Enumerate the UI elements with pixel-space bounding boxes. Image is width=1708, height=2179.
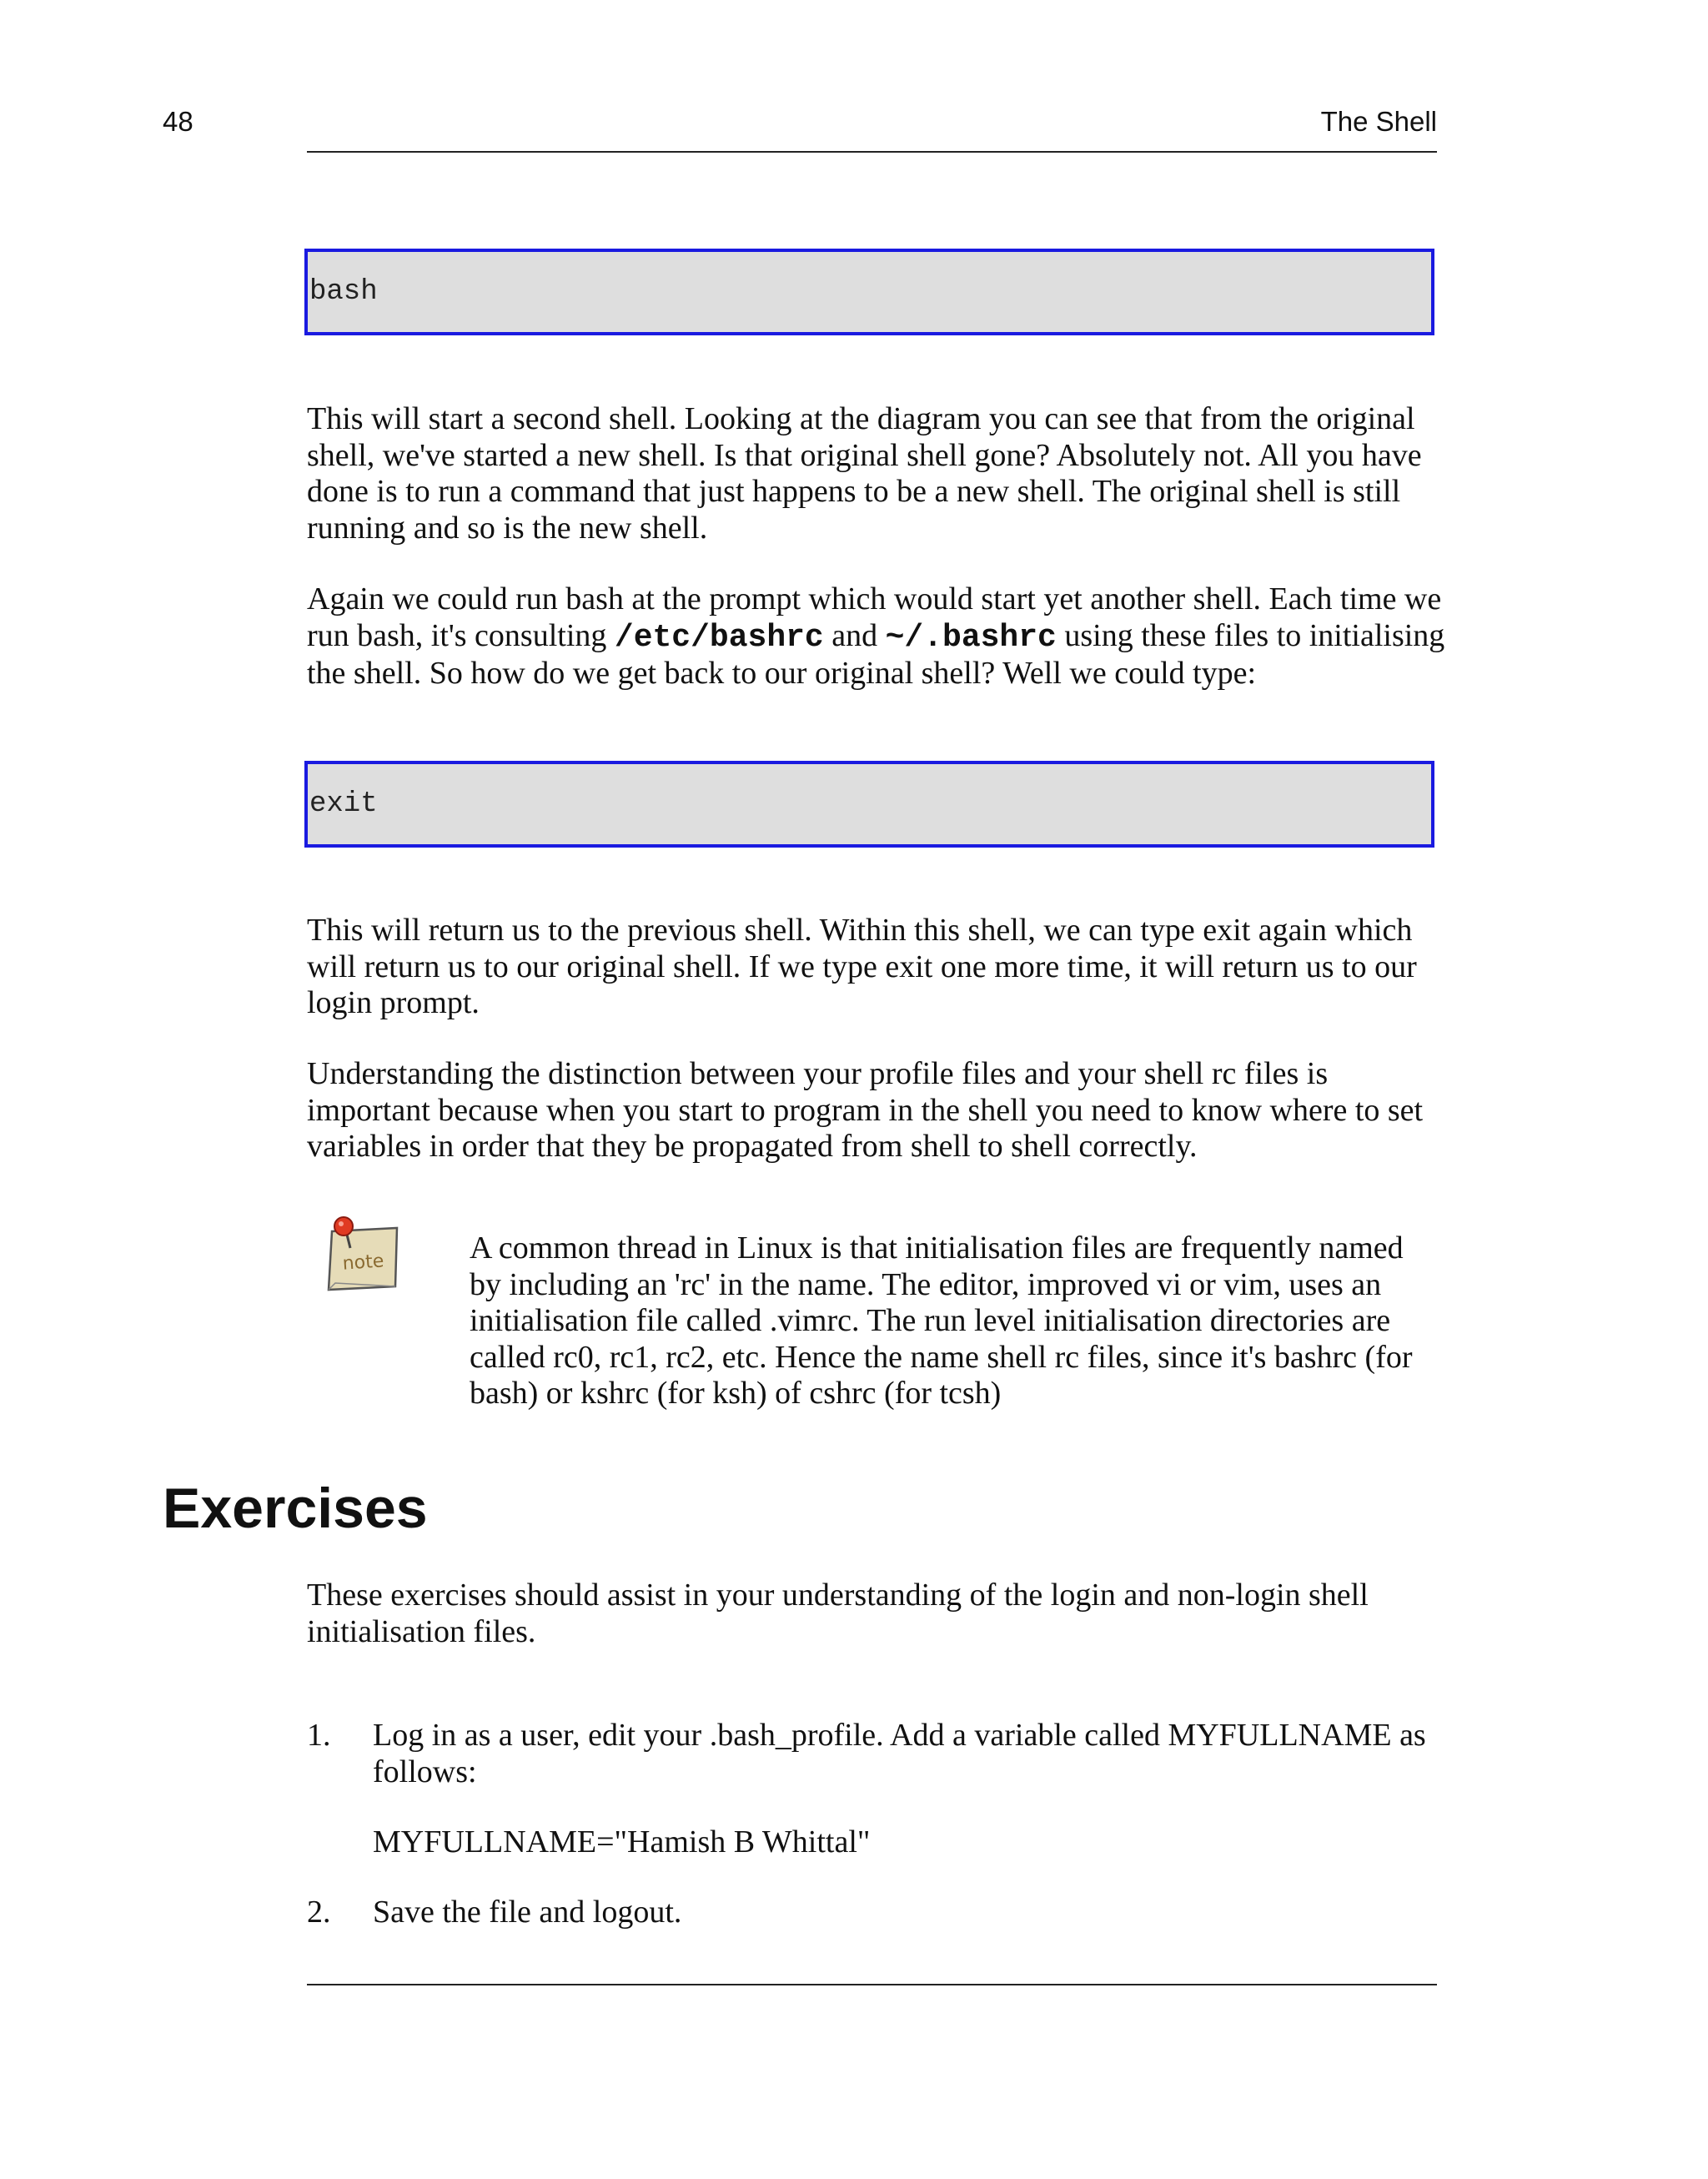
- svg-text:note: note: [341, 1251, 385, 1275]
- page-number: 48: [163, 106, 193, 137]
- list-item-number: 1.: [307, 1718, 331, 1753]
- code-block-exit: [304, 761, 1434, 848]
- footer-rule: [307, 1984, 1437, 1985]
- note-text: A common thread in Linux is that initialisation files are frequently named by including an 'rc' in the name. The editor, improved vi or vim, uses an initialisation file called .vimrc. The run level initialisation directories are called rc0, rc1, rc2, etc. Hence the name shell rc files, since it's bashrc (for bash) or kshrc (for ksh) of cshrc (for tcsh): [470, 1230, 1413, 1411]
- list-item-example: MYFULLNAME="Hamish B Whittal": [373, 1824, 871, 1859]
- paragraph-second-shell: This will start a second shell. Looking at the diagram you can see that from the original shell, we've started a new shell. Is that original shell gone? Absolutely not. All you have done is to run a command that just happens to be a new shell. The original shell is still running and so is the new shell.: [307, 401, 1422, 546]
- code-text: exit: [309, 788, 378, 820]
- paragraph-distinction: Understanding the distinction between your profile files and your shell rc files is important because when you start to program in the shell you need to know where to set variables in order that they be propagated from shell to shell correctly.: [307, 1056, 1424, 1164]
- running-header: The Shell: [1320, 106, 1437, 137]
- paragraph-text: using these files to initialising the shell. So how do we get back to our original shell? Well we could type:: [307, 617, 1445, 691]
- paragraph-previous-shell: This will return us to the previous shell. Within this shell, we can type exit again which will return us to our original shell. If we type exit one more time, it will return us to our login prompt.: [307, 913, 1417, 1020]
- inline-code-home-bashrc: ~/.bashrc: [885, 619, 1057, 656]
- list-item-text: Save the file and logout.: [373, 1895, 682, 1930]
- paragraph-text: Again we could run bash at the prompt which would start yet another shell. Each time we run bash, it's consulting: [307, 581, 1442, 653]
- section-title-exercises: Exercises: [163, 1477, 428, 1540]
- list-item-text: Log in as a user, edit your .bash_profile. Add a variable called MYFULLNAME as follows:: [373, 1718, 1426, 1789]
- code-text: bash: [309, 276, 378, 308]
- exercises-intro: These exercises should assist in your understanding of the login and non-login shell initialisation files.: [307, 1578, 1369, 1649]
- paragraph-text: and: [823, 617, 886, 653]
- list-item-number: 2.: [307, 1895, 331, 1930]
- code-block-bash: [304, 249, 1434, 335]
- paragraph-bashrc: [307, 581, 1445, 692]
- header-rule: [307, 151, 1437, 153]
- inline-code-etc-bashrc: /etc/bashrc: [614, 619, 824, 656]
- note-pin-icon: [325, 1216, 400, 1293]
